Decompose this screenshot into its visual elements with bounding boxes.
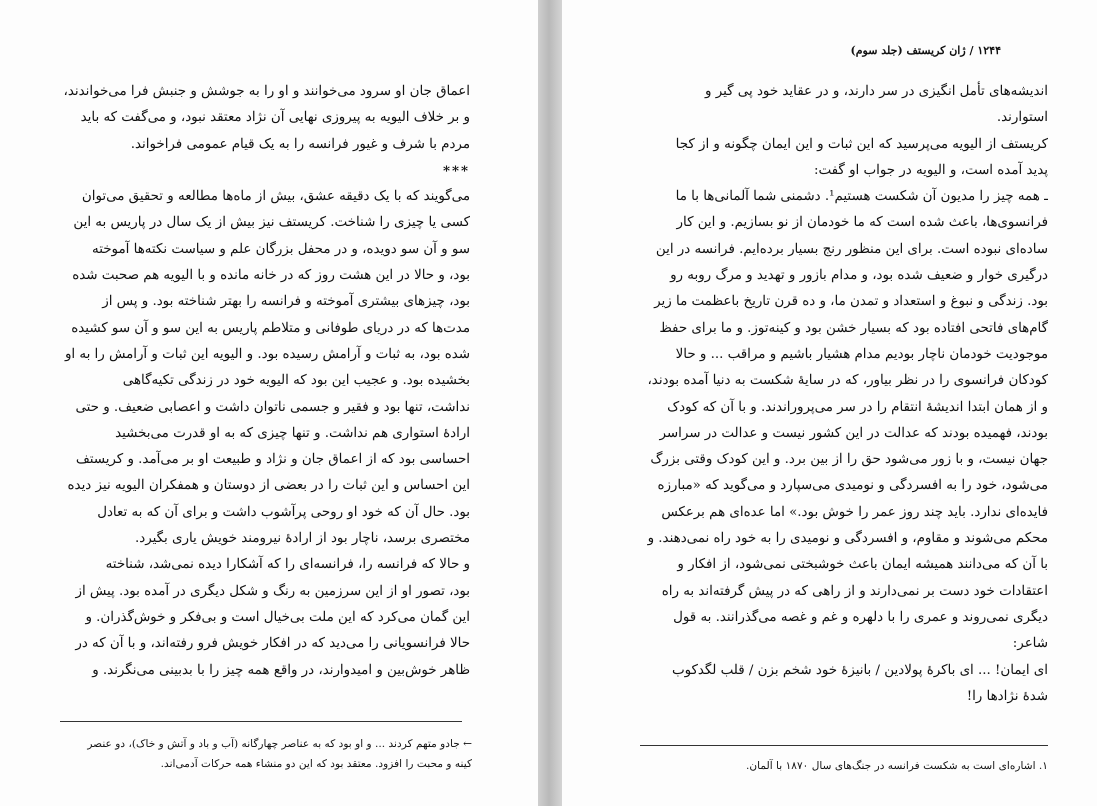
text-line: فایده‌ای ندارد. باید چند روز عمر را خوش بود.» اما عده‌ای هم برعکس	[661, 504, 1048, 520]
book-gutter	[538, 0, 562, 806]
left-body-top	[58, 79, 470, 684]
footnote-line: ← جادو متهم کردند ... و او بود که به عناصر چهارگانه (آب و باد و آتش و خاک)، دو عنصر	[87, 738, 472, 750]
text-line: ـ همه چیز را مدیون آن شکست هستیم¹. دشمنی شما آلمانی‌ها با ما	[675, 189, 1048, 205]
left-footnote	[56, 734, 472, 774]
text-line: ظاهر خوش‌بین و امیدوارند، در واقع همه چیز را با بدبینی می‌نگرند. و	[92, 662, 470, 678]
footnote-rule	[640, 745, 1048, 746]
text-line: ارادهٔ استواری هم نداشت. و تنها چیزی که به او قدرت می‌بخشید	[115, 425, 470, 441]
text-line: موجودیت خودمان ناچار بودیم مدام هشیار باشیم و مراقب ... و حالا	[675, 346, 1048, 362]
text-line: بود، و حالا در این هشت روز که در خانه مانده و با الیویه هم صحبت شده	[72, 268, 470, 284]
text-line: بود. حال آن که خود او روحی پرآشوب داشت و برای آن که به تعادل	[97, 504, 470, 520]
text-line: حالا فرانسویانی را می‌دید که در افکار خویش فرو رفته‌اند، و با آن که در	[75, 636, 470, 652]
text-line: کودکان فرانسوی را در نظر بیاور، که در سایهٔ شکست به دنیا آمده بودند،	[647, 373, 1048, 389]
text-line: بود. زندگی و نبوغ و استعداد و تمدن ما، و ده قرن تاریخ باعظمت ما زیر	[654, 294, 1048, 310]
text-line: گام‌های فاتحی افتاده بود که بسیار خشن بود و کینه‌توز. و ما برای حفظ	[659, 320, 1048, 336]
text-line: نداشت، تنها بود و فقیر و جسمی ناتوان داشت و اعصابی ضعیف. و حتی	[75, 399, 470, 415]
footnote-line: کینه و محبت را افزود. معتقد بود که این دو منشاء همه حرکات آدمی‌اند.	[160, 758, 472, 770]
footnote-rule	[60, 721, 462, 722]
section-separator: ***	[442, 162, 470, 179]
text-line: فرانسوی‌ها، باعث شده است که ما خودمان از نو بسازیم. و این کار	[676, 215, 1048, 231]
text-line: این گمان می‌کرد که این ملت بی‌خیال است و بی‌فکر و خوش‌گذران. و	[85, 609, 470, 625]
text-line: می‌شود، خود را به افسردگی و نومیدی می‌سپارد و می‌گوید که «مبارزه	[657, 478, 1048, 494]
text-line: شاعر:	[1012, 636, 1048, 652]
text-line: محکم می‌شوند و مقاوم، و افسردگی و نومیدی را به خود راه نمی‌دهند. و	[647, 531, 1048, 547]
right-footnote	[640, 756, 1048, 776]
poem-line: ای ایمان! ... ای باکرهٔ پولادین / بانیزهٔ خود شخم بزن / قلب لگدکوب	[671, 662, 1048, 678]
text-line: کریستف از الیویه می‌پرسید که این ثبات و این ایمان چگونه و از کجا	[675, 136, 1048, 152]
right-body	[638, 79, 1048, 710]
text-line: سو و آن سو دویده، و در محفل بزرگان علم و سیاست نکته‌ها آموخته	[92, 241, 470, 257]
text-line: بخشیده بود. و عجیب این بود که الیویه خود در زندگی تکیه‌گاهی	[122, 373, 470, 389]
text-line: دیگری نمی‌روند و عمری را با دلهره و غم و غصه می‌گذرانند. به قول	[673, 609, 1048, 625]
poem-line: شدهٔ نژادها را!	[966, 688, 1048, 704]
text-line: اعماق جان او سرود می‌خوانند و او را به جوشش و جنبش فرا می‌خواندند،	[63, 84, 470, 99]
text-line: درگیری خوار و ضعیف شده بود، و مدام بازور و تهدید و مرگ روبه رو	[670, 268, 1048, 284]
text-line: و بر خلاف الیویه به پیروزی نهایی آن نژاد معتقد نبود، و می‌گفت که باید	[80, 110, 470, 126]
text-line: با آن که می‌دانند همیشه ایمان باعث خوشبختی نمی‌شود، از افکار و	[677, 557, 1048, 573]
text-line: اعتقادات خود دست بر نمی‌دارند و از راهی که در پیش گرفته‌اند به راه	[661, 583, 1048, 599]
text-line: مختصری برسد، ناچار بود از ارادهٔ نیرومند خویش یاری بگیرد.	[134, 531, 470, 547]
text-line: بود، چیزهای بیشتری آموخته و فرانسه را بهتر شناخته بود. و پس از	[102, 294, 470, 310]
text-line: می‌گویند که با یک دقیقه عشق، بیش از ماه‌ها مطالعه و تحقیق می‌توان	[81, 189, 470, 205]
running-header: ۱۲۴۴ / ژان کریستف (جلد سوم)	[850, 44, 1001, 57]
text-line: کسی یا چیزی را شناخت. کریستف نیز بیش از یک سال در پاریس به این	[73, 215, 470, 231]
text-line: مردم با شرف و غیور فرانسه را به یک قیام عمومی فراخواند.	[130, 136, 470, 152]
text-line: مدت‌ها که در دریای طوفانی و متلاطم پاریس به این سو و آن سو کشیده	[71, 320, 470, 336]
text-line: احساسی بود که از اعماق جان و نژاد و طبیعت او بر می‌آمد. و کریستف	[75, 452, 470, 468]
text-line: ساده‌ای نبوده است. برای این منظور رنج بسیار برده‌ایم. فرانسه در این	[655, 241, 1048, 257]
text-line: استوارند.	[996, 110, 1048, 126]
text-line: بود، تصور او از این سرزمین به رنگ و شکل دیگری در آمده بود. پیش از	[75, 583, 470, 599]
text-line: جهان نیست، و با زور می‌شود حق را از بین برد. و این کودک وقتی بزرگ	[650, 452, 1048, 468]
right-page	[562, 0, 1097, 806]
text-line: بودند، فهمیده بودند که عدالت در این کشور نیست و عدالت در سراسر	[659, 425, 1048, 441]
text-line: و حالا که فرانسه را، فرانسه‌ای را که آشکارا دیده نمی‌شد، شناخته	[105, 557, 470, 573]
text-line: و از همان ابتدا اندیشهٔ انتقام را در سر می‌پروراندند. و با آن که کودک	[667, 399, 1048, 415]
text-line: پدید آمده است، و الیویه در جواب او گفت:	[814, 162, 1048, 178]
text-line: شده بود، به ثبات و آرامش رسیده بود. و الیویه این ثبات و آرامش را به او	[64, 346, 470, 362]
left-page	[0, 0, 538, 806]
text-line: این احساس و این ثبات را در بعضی از دوستان و همفکران الیویه نیز دیده	[67, 478, 470, 494]
footnote-line: ۱. اشاره‌ای است به شکست فرانسه در جنگ‌های سال ۱۸۷۰ با آلمان.	[745, 760, 1048, 772]
text-line: اندیشه‌های تأمل انگیزی در سر دارند، و در عقاید خود پی گیر و	[705, 84, 1048, 99]
